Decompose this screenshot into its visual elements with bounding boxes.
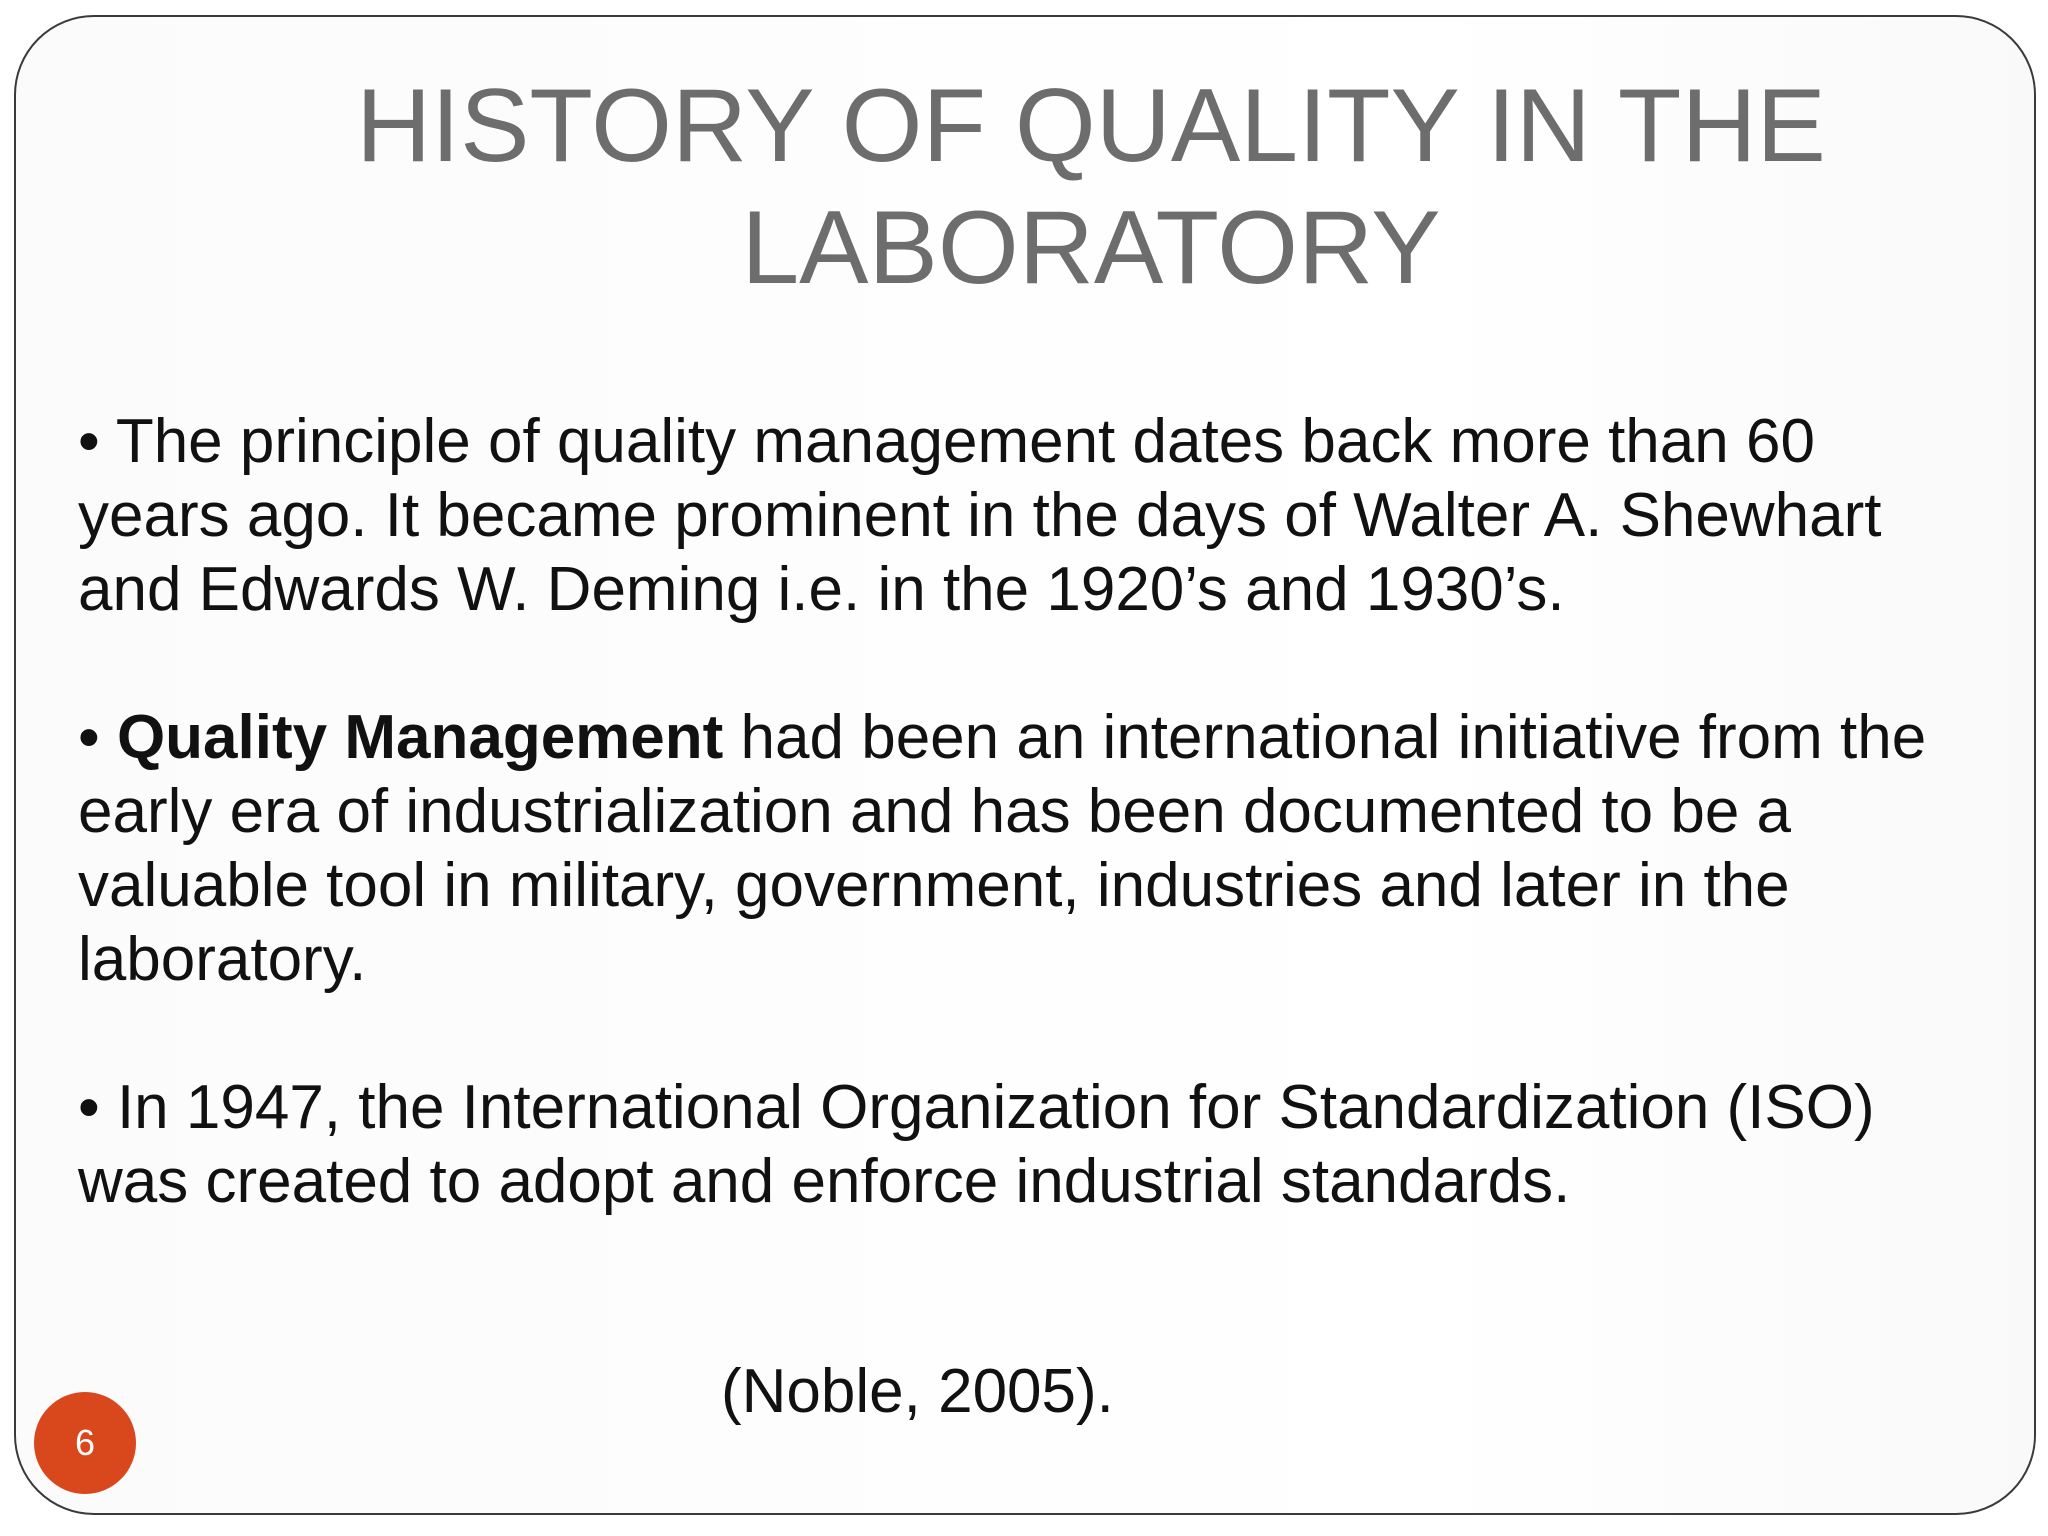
- slide-number-badge: 6: [34, 1392, 136, 1494]
- citation: (Noble, 2005).: [721, 1357, 1114, 1426]
- bullet-text: In 1947, the International Organization for Standardization (ISO) was created to adopt and enforce industrial standards.: [78, 1073, 1875, 1216]
- bullet-marker: •: [78, 703, 100, 772]
- bullet-marker: •: [78, 1073, 100, 1142]
- bullet-text: had been an international initiative from the early era of industrialization and has been documented to be a valuable tool in military, government, industries and later in the laboratory.: [78, 703, 1927, 994]
- bullet-marker: •: [78, 407, 100, 476]
- bullet-item: [78, 1071, 1978, 1219]
- slide-title-line-2: LABORATORY: [741, 190, 1441, 306]
- bullet-text: The principle of quality management dates back more than 60 years ago. It became prominent in the days of Walter A. Shewhart and Edwards W. Deming i.e. in the 1920’s and 1930’s.: [78, 407, 1882, 624]
- bullet-item: [78, 405, 1978, 627]
- bullet-item: [78, 701, 1978, 997]
- slide-frame: [14, 15, 2036, 1515]
- slide-title-line-1: HISTORY OF QUALITY IN THE: [356, 68, 1826, 184]
- bullet-bold-term: Quality Management: [116, 703, 724, 772]
- slide-body: [78, 405, 1978, 1293]
- slide-title: [266, 65, 1916, 309]
